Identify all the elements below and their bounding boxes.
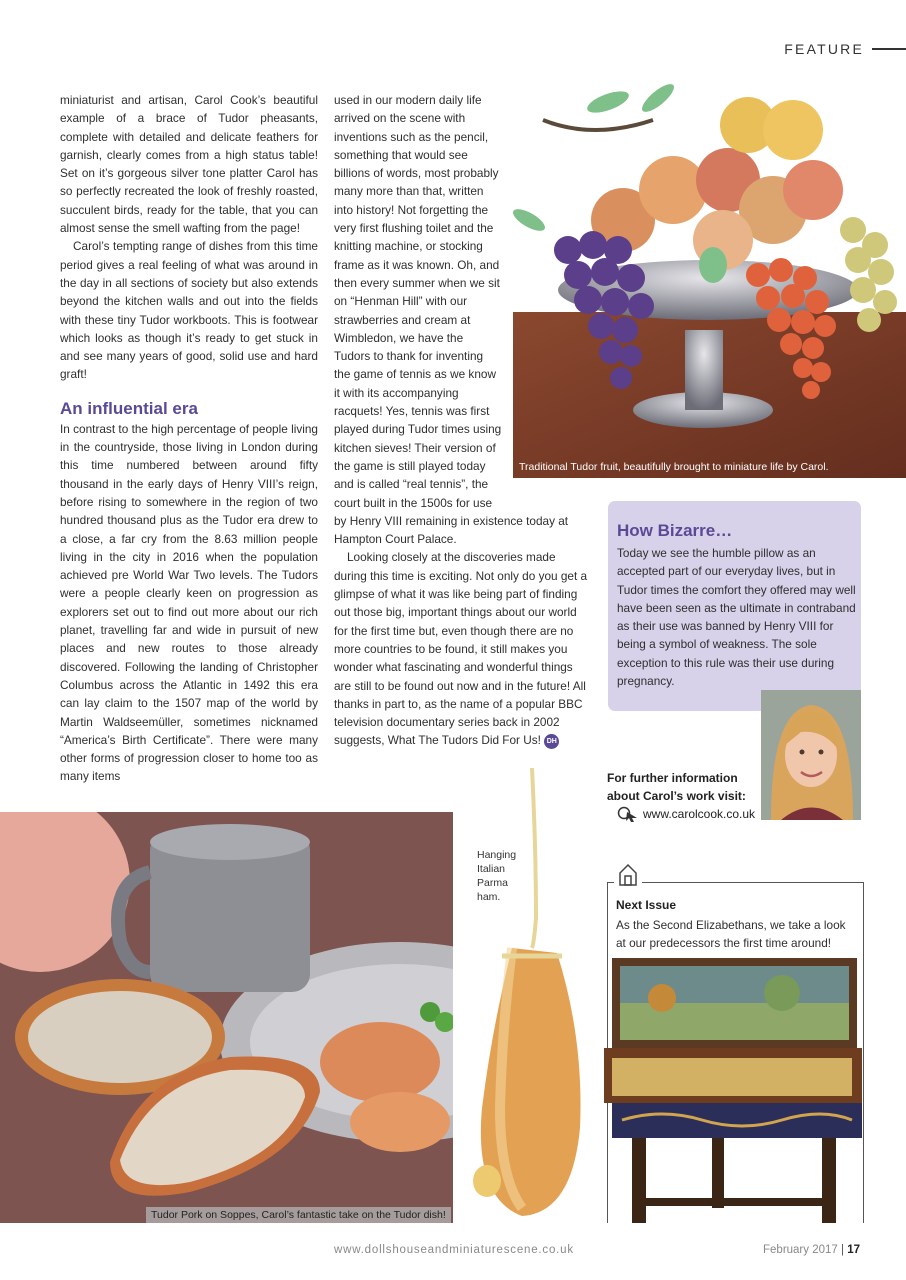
info-label-line2: about Carol’s work visit: [607, 789, 746, 803]
col1-paragraph-2: Carol’s tempting range of dishes from this time period gives a real feeling of what was around in the day in all sections of society but also extends beyond the kitchen walls and out into the fields with these tiny Tudor workboots. This is footwear which looks as though it’s ready to get stuck in and see many years of good, solid use and hard graft! [60, 239, 318, 382]
column-1 [60, 91, 318, 786]
mouse-pointer-icon [617, 806, 639, 822]
fruit-caption: Traditional Tudor fruit, beautifully brought to miniature life by Carol. [519, 461, 829, 473]
pork-on-soppes-image [0, 812, 453, 1223]
footer-website[interactable]: www.dollshouseandminiaturescene.co.uk [334, 1244, 574, 1256]
house-icon [614, 861, 642, 892]
next-issue-box [607, 882, 864, 1223]
page-number: 17 [847, 1244, 860, 1256]
next-issue-body: As the Second Elizabethans, we take a look at our predecessors the first time around! [616, 918, 846, 951]
col2-paragraph-2 [334, 548, 588, 749]
how-bizarre-title: How Bizarre… [617, 521, 733, 540]
pork-caption: Tudor Pork on Soppes, Carol’s fantastic take on the Tudor dish! [146, 1207, 451, 1223]
carol-portrait [761, 690, 861, 820]
section-header [784, 41, 906, 57]
info-label-line1: For further information [607, 771, 738, 785]
ham-photo [462, 768, 597, 1223]
how-bizarre-box [608, 501, 861, 711]
photo-wrap-spacer [502, 91, 588, 511]
footer-date: February 2017 [763, 1244, 838, 1256]
section-heading: An influential era [60, 398, 198, 418]
footer-divider: | [841, 1244, 848, 1256]
footer-issue [763, 1244, 860, 1256]
header-rule [872, 48, 906, 50]
further-info [607, 769, 767, 823]
col2-paragraph-1: used in our modern daily life arrived on the scene with inventions such as the pencil, something that would see billions of words, most probably many more than that, written into history! Not forgetting the very first flushing toilet and the knitting machine, or stocking frame as it was known. Oh, and then every summer when we sit on “Henman Hill” with our strawberries and cream at Wimbledon, we have the Tudors to thank for inventing the game of tennis as we know it with its accompanying racquets! Yes, tennis was first played during Tudor times using kitchen sieves! Their version of the game is still played today and is called “real tennis”, the court built in the 1500s for use by Henry VIII remaining in existence today at Hampton Court Palace. [334, 93, 569, 547]
virginal-image [602, 958, 867, 1226]
col1-paragraph-1: miniaturist and artisan, Carol Cook’s beautiful example of a brace of Tudor pheasants, complete with detailed and delicate feathers for garnish, clearly comes from a high status table! Set on it’s gorgeous silver tone platter Carol has so perfectly recreated the look of freshly roasted, succulent birds, ready for the table, that you can almost sense the smell wafting from the page! [60, 93, 318, 236]
ham-caption: Hanging Italian Parma ham. [477, 849, 517, 903]
how-bizarre-body: Today we see the humble pillow as an accepted part of our everyday lives, but in Tudor times the comfort they offered may well have been seen as the ultimate in contraband as their use was banned by Henry VIII for being a symbol of weakness. The sole exception to this rule was their use during pregnancy. [617, 546, 856, 689]
column-2-text [334, 91, 588, 750]
section-label: FEATURE [784, 41, 864, 57]
info-url-link[interactable]: www.carolcook.co.uk [643, 807, 756, 821]
info-url-row [617, 805, 767, 823]
col1-paragraph-3: In contrast to the high percentage of people living in the countryside, those living in London during this time numbered between around fifty thousand in the early days of Henry VIII’s reign, before rising to somewhere in the region of two hundred thousand plus as the Tudor era drew to a close, a far cry from the 8.63 million people living in the city in 2016 when the population achieved pre World War Two levels. The Tudors were a people clearly keen on progression as explorers set out to find out more about our rich planet, travelling far and wide in pursuit of new places and new routes to those already discovered. Following the landing of Christopher Columbus across the Atlantic in 1492 this era can lay claim to the 1507 map of the world by Martin Waldseemüller, sometimes nicknamed “America’s Birth Certificate”. There were many other forms of progression closer to home too as many items [60, 421, 318, 784]
pork-photo [0, 812, 453, 1223]
ham-image [462, 768, 597, 1223]
col2-paragraph-2-text: Looking closely at the discoveries made during this time is exciting. Not only do you get a glimpse of what it was like being part of finding out those big, important things about our world for the first time but, even though there are no more countries to be found, it still makes you wonder what fascinating and wonderful things are still to be found out now and in the future! All thanks in part to, as the name of a popular BBC television documentary series back in 2002 suggests, What The Tudors Did For Us! [334, 550, 588, 748]
portrait-image [761, 690, 861, 820]
end-mark: DH [544, 734, 559, 749]
next-issue-title: Next Issue [616, 898, 677, 912]
